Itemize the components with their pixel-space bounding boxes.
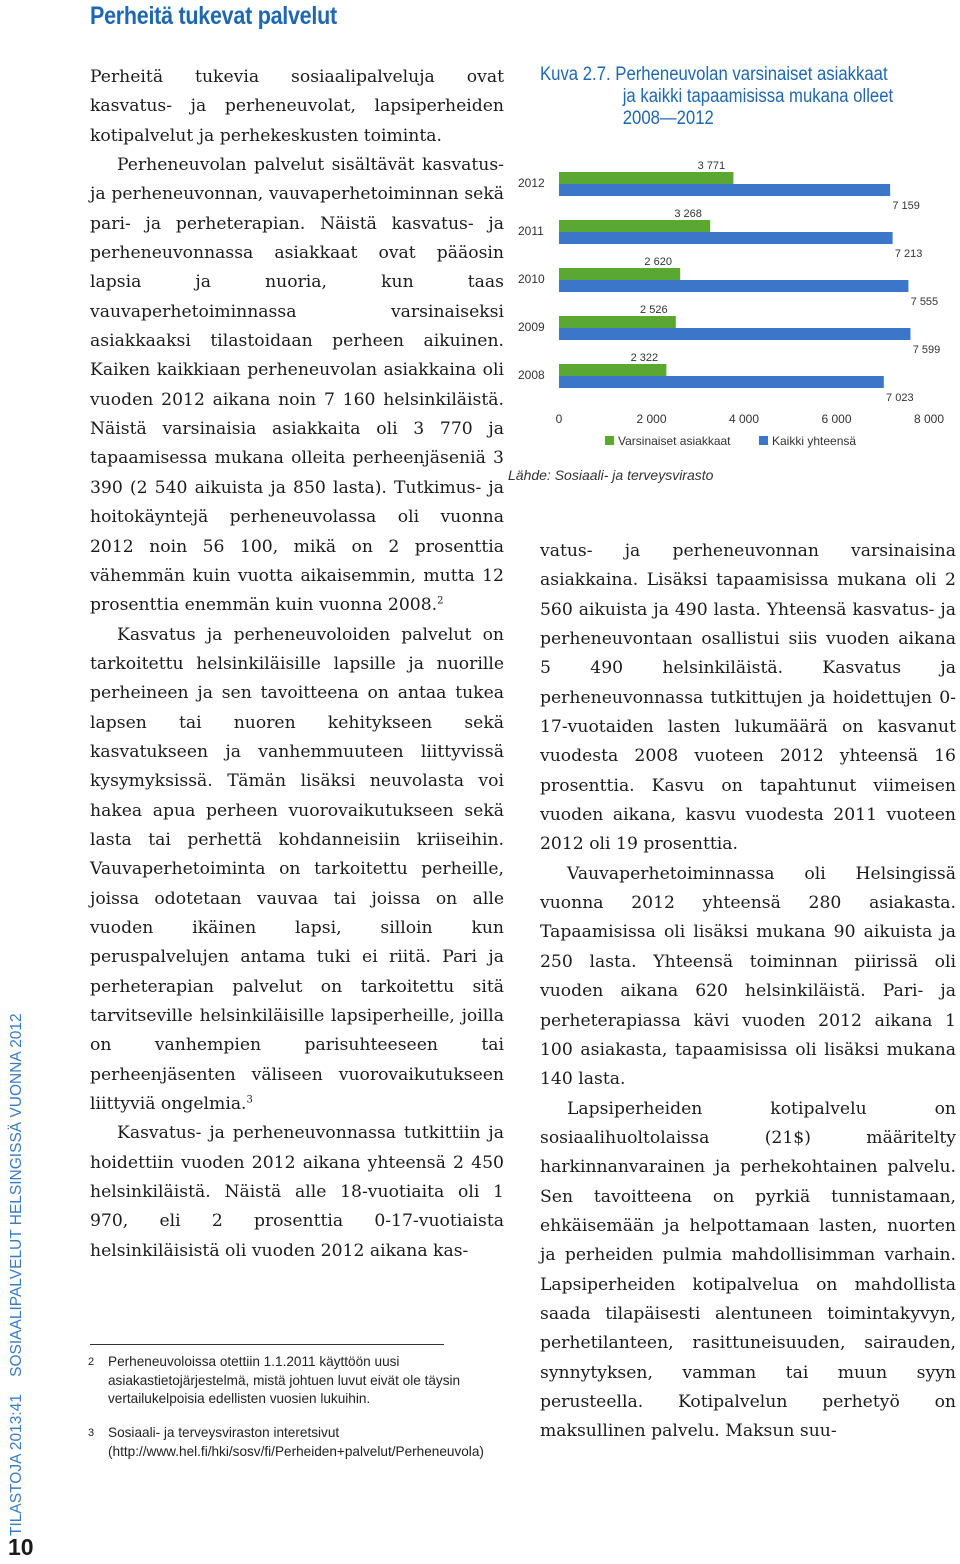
paragraph: Vauvaperhetoiminnassa oli Helsingissä vuonna 2012 yhteensä 280 asiakasta. Tapaamisissa oli lisäksi mukana 90 aikuista ja 250 lasta. Yhteensä toiminnan piirissä oli vuoden aikana 620 helsinkiläistä. Pari- ja perheterapiassa kävi vuoden 2012 aikana 1 100 asiakasta, tapaamisissa oli lisäksi mukana 140 lasta.	[540, 863, 956, 1090]
x-tick-label: 0	[555, 412, 563, 426]
category-label: 2008	[518, 368, 545, 382]
footnote-ref: 3	[246, 1094, 253, 1106]
footnote	[88, 1353, 498, 1409]
footnote-ref: 2	[437, 595, 444, 607]
data-label: 7 213	[894, 248, 923, 260]
bar-varsinaiset	[559, 316, 676, 328]
data-label: 3 268	[674, 208, 702, 220]
data-label: 2 322	[630, 352, 659, 364]
x-tick-label: 6 000	[821, 412, 852, 426]
paragraph: vatus- ja perheneuvonnan varsinaisina asiakkaina. Lisäksi tapaamisissa mukana oli 2 560 aikuista ja 490 lasta. Yhteensä kasvatus- ja perheneuvontaan osallistui siis vuoden aikana 5 490 helsinkiläistä. Kasvatus ja perheneuvonnassa tutkittujen ja hoidettujen 0-17-vuotaiden lasten lukumäärä on kasvanut vuodesta 2008 vuoteen 2012 yhteensä 16 prosenttia. Kasvu on tapahtunut viimeisen vuoden aikana, kasvu vuodesta 2011 vuoteen 2012 oli 19 prosenttia.	[540, 541, 956, 855]
page-title: Perheitä tukevat palvelut	[90, 2, 337, 30]
paragraph: Lapsiperheiden kotipalvelu on sosiaalihuoltolaissa (21$) määritelty harkinnanvarainen ja perhekohtainen palvelu. Sen tavoitteena on pyrkiä tunnistamaan, ehkäisemään ja helpottamaan lasten, nuorten ja perheiden pulmia mahdollisimman varhain. Lapsiperheiden kotipalvelua on mahdollista saada tilapäisesti alentuneen toimintakyvyn, perhetilanteen, rasittuneisuuden, sairauden, synnytyksen, vamman tai muun syyn perusteella. Kotipalvelun perhetyö on maksullinen palvelu. Maksun suu-	[540, 1098, 956, 1442]
x-tick-label: 2 000	[636, 412, 667, 426]
category-label: 2009	[518, 320, 545, 334]
bar-varsinaiset	[559, 220, 710, 232]
legend-swatch-varsinaiset	[605, 436, 614, 445]
paragraph: Perheneuvolan palvelut sisältävät kasvatus- ja perheneuvonnan, vauvaperhetoiminnan sekä pari- ja perheterapian. Näistä kasvatus- ja perheneuvonnassa asiakkaat ovat pääosin lapsia ja nuoria, kun taas vauvaperhetoiminnassa varsinaiseksi asiakkaaksi tilastoidaan perheen aikuinen. Kaiken kaikkiaan perheneuvolan asiakkaina oli vuoden 2012 aikana noin 7 160 helsinkiläistä. Näistä varsinaisia asiakkaita oli 3 770 ja tapaamisessa mukana olleita perheenjäseniä 3 390 (2 540 aikuista ja 850 lasta). Tutkimus- ja hoitokäyntejä perheneuvolassa oli vuonna 2012 noin 56 100, mikä on 2 prosenttia vähemmän kuin vuotta aikaisemmin, mutta 12 prosenttia enemmän kuin vuonna 2008.$^2$	[90, 155, 504, 616]
paragraph: Kasvatus- ja perheneuvonnassa tutkittiin ja hoidettiin vuoden 2012 aikana yhteensä 2 450 helsinkiläistä. Näistä alle 18-vuotiaita oli 1 970, eli 2 prosenttia 0-17-vuotiaista helsinkiläisistä oli vuoden 2012 aikana kas-	[90, 1123, 504, 1261]
page-number: 10	[8, 1534, 34, 1560]
footnote-number: 2	[88, 1356, 95, 1368]
bar-kaikki	[559, 184, 890, 196]
bar-kaikki	[559, 328, 910, 340]
left-column	[90, 63, 504, 1266]
x-tick-label: 4 000	[728, 412, 760, 426]
footnote-text: Sosiaali- ja terveysviraston interetsivut (http://www.hel.fi/hki/sosv/fi/Perheiden+palvelut/Perheneuvola)	[108, 1425, 484, 1459]
figure-source: Lähde: Sosiaali- ja terveysvirasto	[508, 467, 714, 483]
paragraph: Kasvatus ja perheneuvoloiden palvelut on tarkoitettu helsinkiläisille lapsille ja nuorille perheineen ja sen tavoitteena on antaa tukea lapsen tai nuoren kehitykseen sekä kasvatukseen ja vanhemmuuteen liittyvissä kysymyksissä. Tämän lisäksi neuvolasta voi hakea apua perheen vuorovaikutukseen sekä lasta tai perhettä kohdanneisiin kriiseihin. Vauvaperhetoiminta on tarkoitettu perheille, joissa odotetaan vauvaa tai joissa on alle vuoden ikäinen lapsi, silloin kun peruspalvelujen antama tuki ei riitä. Pari ja perheterapian palvelut on tarkoitettu sitä tarvitseville helsinkiläisille lapsiperheille, joilla on vanhempien parisuhteeseen tai perheenjäsenten väliseen vuorovaikutukseen liittyviä ongelmia.$^3$	[90, 624, 504, 1115]
bar-kaikki	[559, 232, 893, 244]
legend-label: Kaikki yhteensä	[772, 434, 857, 448]
data-label: 7 159	[892, 200, 920, 212]
bar-chart	[500, 150, 950, 460]
data-label: 2 620	[644, 256, 672, 268]
bar-kaikki	[559, 376, 884, 388]
right-column	[540, 537, 956, 1447]
data-label: 7 599	[912, 344, 941, 356]
bar-varsinaiset	[559, 268, 680, 280]
footnote-text: Perheneuvoloissa otettiin 1.1.2011 käyttöön uusi asiakastietojärjestelmä, mistä johtuen luvut eivät ole täysin vertailukelpoisia edellisten vuosien lukuihin.	[108, 1354, 461, 1407]
category-label: 2010	[518, 272, 545, 286]
data-label: 3 771	[697, 160, 726, 172]
legend-swatch-kaikki	[759, 436, 768, 445]
x-tick-label: 8 000	[913, 412, 945, 426]
footnote	[88, 1424, 498, 1461]
data-label: 7 023	[886, 392, 914, 404]
paragraph: Perheitä tukevia sosiaalipalveluja ovat kasvatus- ja perheneuvolat, lapsiperheiden kotipalvelut ja perhekeskusten toiminta.	[90, 67, 504, 146]
figure-caption: Kuva 2.7. Perheneuvolan varsinaiset asiakkaat ja kaikki tapaamisissa mukana olleet 2008—2012	[540, 64, 894, 129]
footnote-divider	[90, 1344, 444, 1345]
data-label: 7 555	[910, 296, 939, 308]
series-label: TILASTOJA 2013:41	[8, 1394, 25, 1536]
bar-varsinaiset	[559, 172, 733, 184]
category-label: 2012	[518, 176, 545, 190]
data-label: 2 526	[640, 304, 668, 316]
footnote-number: 3	[88, 1427, 95, 1439]
category-label: 2011	[518, 224, 544, 238]
legend-label: Varsinaiset asiakkaat	[618, 434, 731, 448]
bar-varsinaiset	[559, 364, 666, 376]
bar-kaikki	[559, 280, 908, 292]
publication-title: SOSIAALIPALVELUT HELSINGISSÄ VUONNA 2012	[8, 1013, 25, 1377]
running-side-title	[8, 1013, 26, 1536]
